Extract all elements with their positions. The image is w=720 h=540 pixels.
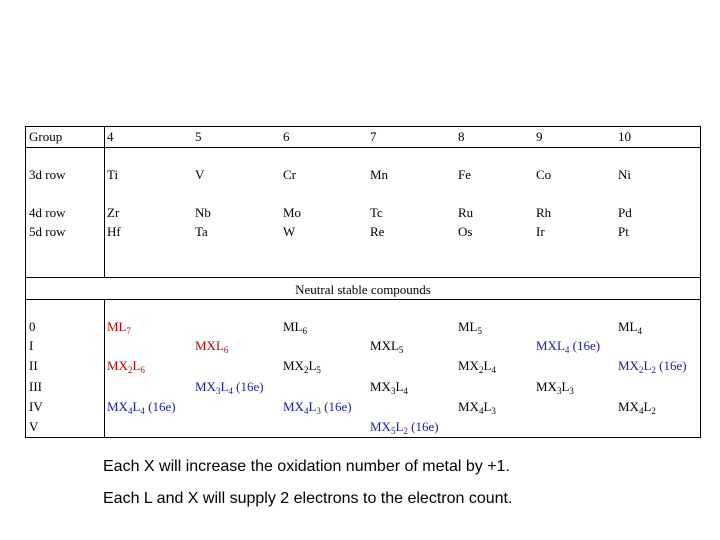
compound-formula: $ML_4$ bbox=[618, 319, 642, 336]
element-cell: Rh bbox=[536, 205, 552, 220]
row-label-4d: 4d row bbox=[29, 205, 66, 220]
compound-formula: $MX_4L_3$ bbox=[458, 399, 496, 416]
group-6: 6 bbox=[283, 129, 290, 144]
element-cell: Mo bbox=[283, 205, 302, 220]
oxidation-label: I bbox=[29, 338, 34, 353]
compound-formula: $MX_5L_2$ (16e) bbox=[370, 419, 439, 436]
element-cell: Zr bbox=[107, 205, 120, 220]
row-label-3d: 3d row bbox=[29, 167, 66, 182]
element-cell: Os bbox=[458, 224, 473, 239]
compound-formula: $ML_5$ bbox=[458, 319, 482, 336]
compound-formula: $MX_3L_4$ bbox=[370, 379, 408, 396]
compound-formula: $MX_2L_4$ bbox=[458, 358, 496, 375]
compound-formula: $MX_2L_5$ bbox=[283, 358, 321, 375]
element-cell: Tc bbox=[370, 205, 383, 220]
section-divider-bottom bbox=[26, 299, 700, 300]
note-electrons: Each L and X will supply 2 electrons to the electron count. bbox=[103, 490, 513, 507]
compound-formula: $MXL_4$ (16e) bbox=[536, 338, 601, 355]
element-cell: Re bbox=[370, 224, 385, 239]
oxidation-label: 0 bbox=[29, 319, 36, 334]
section-caption: Neutral stable compounds bbox=[295, 282, 431, 297]
element-cell: Pd bbox=[618, 205, 632, 220]
row-label-5d: 5d row bbox=[29, 224, 66, 239]
compound-formula: $MX_2L_6$ bbox=[107, 358, 145, 375]
compound-formula: $MX_4L_4$ (16e) bbox=[107, 399, 176, 416]
compound-formula: $MX_3L_3$ bbox=[536, 379, 574, 396]
element-cell: Hf bbox=[107, 224, 121, 239]
group-4: 4 bbox=[107, 129, 114, 144]
element-cell: Ni bbox=[618, 167, 631, 182]
group-7: 7 bbox=[370, 129, 377, 144]
group-header: Group bbox=[29, 129, 63, 144]
compound-formula: $MX_3L_4$ (16e) bbox=[195, 379, 264, 396]
oxidation-label: V bbox=[29, 419, 39, 434]
compound-formula: $ML_7$ bbox=[107, 319, 131, 336]
element-cell: Cr bbox=[283, 167, 296, 182]
element-cell: Ta bbox=[195, 224, 208, 239]
column-divider bbox=[104, 127, 105, 277]
element-cell: W bbox=[283, 224, 296, 239]
note-oxidation: Each X will increase the oxidation number of metal by +1. bbox=[103, 458, 510, 475]
compound-formula: $ML_6$ bbox=[283, 319, 307, 336]
oxidation-label: III bbox=[29, 379, 42, 394]
group-10: 10 bbox=[618, 129, 631, 144]
electron-count-table bbox=[25, 126, 701, 438]
element-cell: Ti bbox=[107, 167, 119, 182]
element-cell: V bbox=[195, 167, 205, 182]
compound-formula: $MXL_6$ bbox=[195, 338, 229, 355]
header-divider bbox=[26, 147, 700, 148]
element-cell: Ir bbox=[536, 224, 545, 239]
column-divider-lower bbox=[104, 299, 105, 437]
element-cell: Mn bbox=[370, 167, 389, 182]
compound-formula: $MX_4L_3$ (16e) bbox=[283, 399, 352, 416]
group-9: 9 bbox=[536, 129, 543, 144]
element-cell: Pt bbox=[618, 224, 629, 239]
compound-formula: $MXL_5$ bbox=[370, 338, 404, 355]
element-cell: Ru bbox=[458, 205, 474, 220]
element-cell: Co bbox=[536, 167, 552, 182]
group-5: 5 bbox=[195, 129, 202, 144]
group-8: 8 bbox=[458, 129, 465, 144]
compound-formula: $MX_4L_2$ bbox=[618, 399, 656, 416]
oxidation-label: II bbox=[29, 358, 38, 373]
compound-formula: $MX_2L_2$ (16e) bbox=[618, 358, 687, 375]
oxidation-label: IV bbox=[29, 399, 43, 414]
element-cell: Fe bbox=[458, 167, 471, 182]
section-divider-top bbox=[26, 277, 700, 278]
element-cell: Nb bbox=[195, 205, 211, 220]
